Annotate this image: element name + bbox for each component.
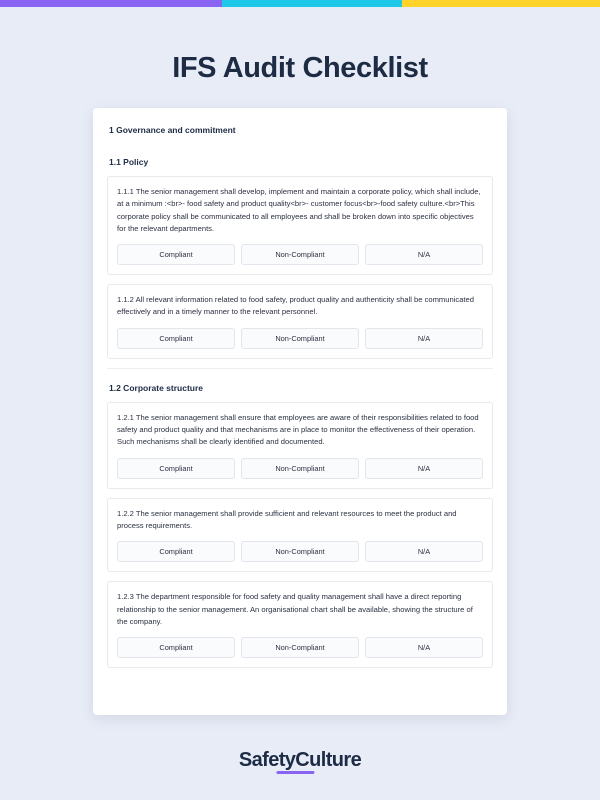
checklist-item	[107, 498, 493, 573]
option-compliant[interactable]: Compliant	[117, 328, 235, 349]
brand-underline-accent	[276, 771, 314, 774]
checklist-item	[107, 402, 493, 489]
checklist-card	[93, 108, 507, 715]
item-options	[117, 541, 483, 562]
brand-label: SafetyCulture	[238, 749, 362, 771]
subsection-heading-corporate-structure: 1.2 Corporate structure	[107, 368, 493, 402]
strip-segment-yellow	[402, 0, 600, 7]
item-text: 1.2.2 The senior management shall provide sufficient and relevant resources to meet the product and process requirements.	[117, 508, 457, 530]
strip-segment-cyan	[222, 0, 402, 7]
option-compliant[interactable]: Compliant	[117, 458, 235, 479]
option-compliant[interactable]: Compliant	[117, 244, 235, 265]
item-options	[117, 328, 483, 349]
option-na[interactable]: N/A	[365, 637, 483, 658]
option-non-compliant[interactable]: Non-Compliant	[241, 244, 359, 265]
option-na[interactable]: N/A	[365, 244, 483, 265]
option-non-compliant[interactable]: Non-Compliant	[241, 541, 359, 562]
option-non-compliant[interactable]: Non-Compliant	[241, 328, 359, 349]
option-na[interactable]: N/A	[365, 541, 483, 562]
checklist-item	[107, 581, 493, 668]
option-na[interactable]: N/A	[365, 458, 483, 479]
item-text: 1.2.1 The senior management shall ensure that employees are aware of their responsibilities related to food safety and product quality and that mechanisms are in place to monitor the effectiveness of their operation. Such mechanisms shall be clearly identified and documented.	[117, 412, 479, 447]
item-text: 1.1.1 The senior management shall develop, implement and maintain a corporate policy, which shall include, at a minimum :<br>- food safety and product quality<br>- customer focus<br>-food safety culture.<br>This corporate policy shall be communicated to all employees and shall be broken down into specific objectives for the relevant departments.	[117, 187, 481, 233]
item-text: 1.1.2 All relevant information related to food safety, product quality and authenticity shall be communicated effectively and in a timely manner to the relevant personnel.	[117, 295, 474, 317]
item-options	[117, 244, 483, 265]
option-compliant[interactable]: Compliant	[117, 541, 235, 562]
strip-segment-purple	[0, 0, 222, 7]
section-heading: 1 Governance and commitment	[109, 125, 236, 135]
option-compliant[interactable]: Compliant	[117, 637, 235, 658]
option-non-compliant[interactable]: Non-Compliant	[241, 637, 359, 658]
checklist-item	[107, 284, 493, 359]
item-text: 1.2.3 The department responsible for food safety and quality management shall have a direct reporting relationship to the senior management. An organisational chart shall be available, showing the structure of the company.	[117, 592, 473, 626]
item-options	[117, 458, 483, 479]
top-color-strip	[0, 0, 600, 7]
footer	[0, 749, 600, 772]
subsection-heading-policy: 1.1 Policy	[109, 157, 149, 167]
checklist-item	[107, 176, 493, 275]
option-non-compliant[interactable]: Non-Compliant	[241, 458, 359, 479]
item-options	[117, 637, 483, 658]
page-title: IFS Audit Checklist	[172, 52, 428, 84]
brand-logo	[239, 749, 361, 772]
option-na[interactable]: N/A	[365, 328, 483, 349]
